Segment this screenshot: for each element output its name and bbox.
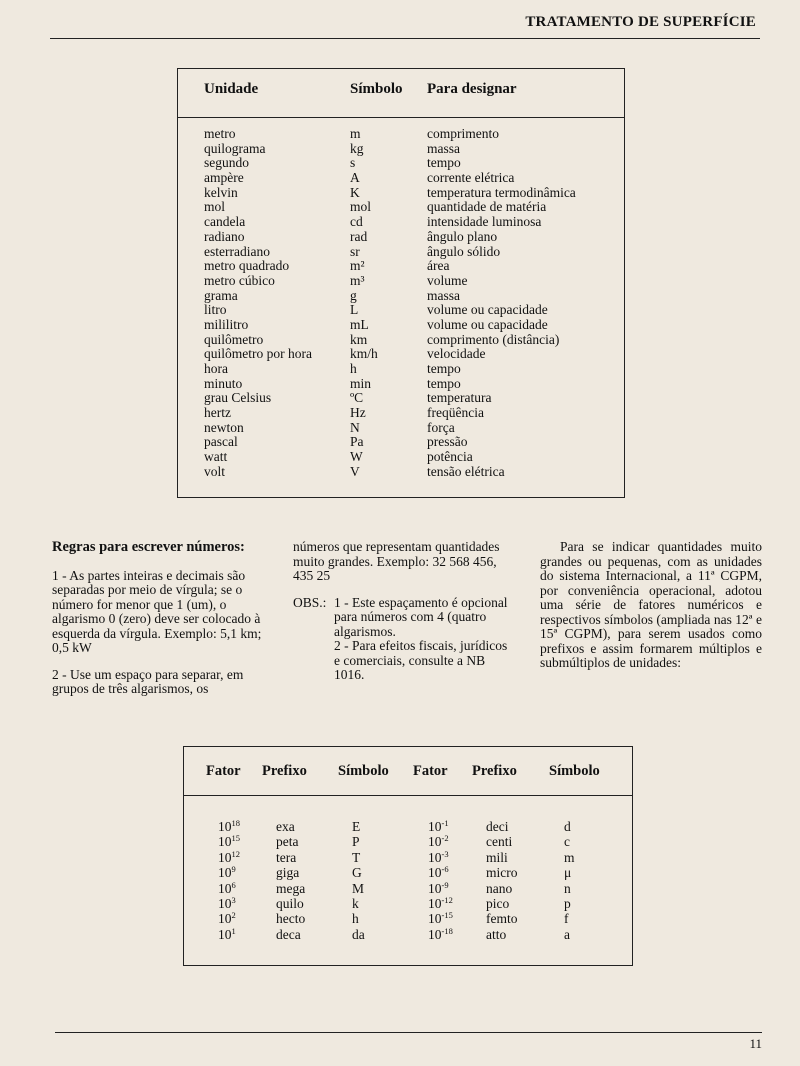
factor-cell-base: 10 <box>218 849 232 865</box>
unit-designation-cell: velocidade <box>427 346 486 362</box>
symbol-cell-2: m <box>564 849 575 865</box>
units-table-row <box>204 186 620 201</box>
unit-symbol-cell: km <box>350 331 368 347</box>
prefix-cell: peta <box>276 834 299 850</box>
unit-name-cell: ampère <box>204 170 244 186</box>
prefix-cell: giga <box>276 865 300 881</box>
prefix-table-row <box>184 834 632 849</box>
factor-cell-exponent: 1 <box>231 925 236 936</box>
factor-cell-2-exponent: -3 <box>441 848 449 859</box>
unit-name-cell: grama <box>204 287 238 303</box>
unit-symbol-cell: A <box>350 170 360 186</box>
unit-designation-cell: volume <box>427 272 468 288</box>
unit-designation-cell: freqüência <box>427 405 484 421</box>
unit-name-cell: pascal <box>204 434 238 450</box>
factor-cell-base: 10 <box>218 865 232 881</box>
factor-cell-2-base: 10 <box>428 895 442 911</box>
factor-cell-exponent: 9 <box>231 864 236 875</box>
unit-symbol-cell: mL <box>350 316 369 332</box>
unit-name-cell: candela <box>204 214 246 230</box>
unit-name-cell: metro quadrado <box>204 258 290 274</box>
factor-cell-base: 10 <box>218 911 232 927</box>
unit-name-cell: metro cúbico <box>204 272 275 288</box>
factor-cell-2-base: 10 <box>428 880 442 896</box>
prefix-table-row <box>184 927 632 942</box>
unit-designation-cell: intensidade luminosa <box>427 214 542 230</box>
symbol-cell-2: p <box>564 895 571 911</box>
units-table-row <box>204 406 620 421</box>
unit-symbol-cell: cd <box>350 214 363 230</box>
unit-symbol-cell: g <box>350 287 357 303</box>
symbol-cell-2: n <box>564 880 571 896</box>
intro-paragraph: Para se indicar quantidades muito grandes ou pequenas, com as unidades do sistema Internacional, a 11ª CGPM, por conveniência operacional, adotou uma série de fatores numéricos e respectivos símbolos (ampliada nas 12ª e 15ª CGPM), para serem usados como prefixos e assim formarem múltiplos e submúltiplos de unidades: <box>540 539 762 670</box>
factor-cell-exponent: 15 <box>231 833 240 844</box>
factor-cell <box>218 834 240 849</box>
prefix-cell-2: deci <box>486 819 509 834</box>
factor-cell-2 <box>428 927 453 942</box>
symbol-cell: k <box>352 895 359 911</box>
units-header-unit: Unidade <box>204 81 259 97</box>
units-table-row <box>204 245 620 260</box>
factor-cell <box>218 881 236 896</box>
unit-name-cell: minuto <box>204 375 243 391</box>
factor-cell-2-exponent: -15 <box>441 910 453 921</box>
unit-designation-cell: quantidade de matéria <box>427 199 547 215</box>
factor-cell-2 <box>428 881 449 896</box>
factor-cell <box>218 865 236 880</box>
factor-cell-2-exponent: -9 <box>441 879 449 890</box>
rule-2: 2 - Use um espaço para separar, em grupos de três algarismos, os <box>52 666 244 696</box>
unit-name-cell: volt <box>204 463 226 479</box>
factor-cell-exponent: 6 <box>231 879 236 890</box>
units-table-row <box>204 421 620 436</box>
prefix-cell: quilo <box>276 895 304 911</box>
factor-cell-2-exponent: -2 <box>441 833 449 844</box>
symbol-cell-2: μ <box>564 865 572 881</box>
prefix-cell: hecto <box>276 911 306 927</box>
unit-designation-cell: pressão <box>427 434 468 450</box>
symbol-cell: T <box>352 849 361 865</box>
unit-symbol-cell: s <box>350 155 356 171</box>
units-table-row <box>204 200 620 215</box>
prefix-cell: mega <box>276 880 306 896</box>
unit-designation-cell: volume ou capacidade <box>427 316 548 332</box>
unit-name-cell: quilômetro <box>204 331 264 347</box>
factor-cell-2 <box>428 850 449 865</box>
unit-designation-cell: volume ou capacidade <box>427 302 548 318</box>
unit-name-cell: segundo <box>204 155 249 171</box>
prefix-cell-2: pico <box>486 895 510 911</box>
symbol-cell-2: d <box>564 819 571 834</box>
units-header-designation: Para designar <box>427 81 517 97</box>
units-table-row <box>204 318 620 333</box>
prefix-table-row <box>184 896 632 911</box>
factor-cell-base: 10 <box>218 880 232 896</box>
unit-name-cell: litro <box>204 302 227 318</box>
factor-cell-base: 10 <box>218 819 232 834</box>
prefix-cell-2: mili <box>486 849 508 865</box>
rules-title: Regras para escrever números: <box>52 539 245 555</box>
unit-designation-cell: massa <box>427 287 460 303</box>
factor-cell-exponent: 18 <box>231 818 240 828</box>
prefix-table-row <box>184 865 632 880</box>
obs-item-1: 1 - Este espaçamento é opcional para números com 4 (quatro algarismos. <box>334 594 508 639</box>
rule-2-continued: números que representam quantidades muito grandes. Exemplo: 32 568 456, 435 25 <box>293 539 500 583</box>
factor-cell <box>218 850 240 865</box>
obs-item-2: 2 - Para efeitos fiscais, jurídicos e comerciais, consulte a NB 1016. <box>334 638 508 682</box>
unit-designation-cell: corrente elétrica <box>427 170 515 186</box>
units-table-row <box>204 230 620 245</box>
unit-designation-cell: força <box>427 419 455 435</box>
unit-symbol-cell: sr <box>350 243 360 259</box>
prefix-header-symbol-2: Símbolo <box>549 763 600 779</box>
units-table-row <box>204 450 620 465</box>
unit-symbol-cell: m <box>350 126 361 141</box>
rule-1: 1 - As partes inteiras e decimais são separadas por meio de vírgula; se o número for menor que 1 (um), o algarismo 0 (zero) deve ser colocado à esquerda da vírgula. Exemplo: 5,1 km; 0,5 kW <box>52 567 262 655</box>
unit-designation-cell: tempo <box>427 375 461 391</box>
unit-name-cell: quilograma <box>204 140 266 156</box>
units-table-row <box>204 156 620 171</box>
symbol-cell-2: c <box>564 834 570 850</box>
factor-cell-2-exponent: -12 <box>441 894 453 905</box>
factor-cell <box>218 911 236 926</box>
prefix-header-factor: Fator <box>206 763 241 779</box>
unit-name-cell: radiano <box>204 228 245 244</box>
units-table-row <box>204 289 620 304</box>
factor-cell-2 <box>428 896 453 911</box>
unit-designation-cell: tempo <box>427 361 461 376</box>
factor-cell-base: 10 <box>218 926 232 942</box>
unit-designation-cell: tempo <box>427 155 461 171</box>
unit-symbol-cell: kg <box>350 140 364 156</box>
symbol-cell: M <box>352 880 365 896</box>
factor-cell-2-base: 10 <box>428 849 442 865</box>
unit-designation-cell: comprimento (distância) <box>427 331 560 347</box>
units-table-row <box>204 127 620 142</box>
prefix-cell: exa <box>276 819 295 834</box>
factor-cell-2 <box>428 819 449 834</box>
unit-name-cell: kelvin <box>204 184 238 200</box>
unit-symbol-cell: min <box>350 375 372 391</box>
factor-cell-2 <box>428 911 453 926</box>
header-rule <box>50 38 760 39</box>
prefix-cell-2: nano <box>486 880 513 896</box>
units-table-row <box>204 215 620 230</box>
units-table-row <box>204 274 620 289</box>
unit-name-cell: hertz <box>204 405 231 421</box>
unit-symbol-cell: W <box>350 449 363 465</box>
factor-cell-exponent: 12 <box>231 848 240 859</box>
prefix-header-prefix: Prefixo <box>262 763 307 779</box>
factor-cell-exponent: 3 <box>231 894 236 905</box>
factor-cell-2 <box>428 834 449 849</box>
prefix-table-header <box>184 747 632 796</box>
symbol-cell: P <box>352 834 360 850</box>
unit-name-cell: mililitro <box>204 316 249 332</box>
prefix-cell: tera <box>276 849 297 865</box>
unit-symbol-cell: mol <box>350 199 372 215</box>
prefix-header-prefix-2: Prefixo <box>472 763 517 779</box>
unit-symbol-cell: ºC <box>350 390 364 406</box>
units-table-row <box>204 303 620 318</box>
unit-name-cell: quilômetro por hora <box>204 346 312 362</box>
unit-name-cell: esterradiano <box>204 243 270 259</box>
obs-label: OBS.: <box>293 594 327 610</box>
prefix-cell-2: femto <box>486 911 518 927</box>
symbol-cell-2: a <box>564 926 570 942</box>
unit-symbol-cell: m² <box>350 258 365 274</box>
units-table-row <box>204 333 620 348</box>
factor-cell <box>218 927 236 942</box>
page-number: 11 <box>749 1036 762 1051</box>
factor-cell-2-base: 10 <box>428 819 442 834</box>
factor-cell-2-exponent: -18 <box>441 925 453 936</box>
symbol-cell: h <box>352 911 359 927</box>
unit-name-cell: newton <box>204 419 244 435</box>
rules-column-1 <box>52 540 274 709</box>
symbol-cell: da <box>352 926 365 942</box>
factor-cell-2-base: 10 <box>428 911 442 927</box>
unit-designation-cell: tensão elétrica <box>427 463 505 479</box>
unit-designation-cell: comprimento <box>427 126 499 141</box>
prefix-table-row <box>184 911 632 926</box>
factor-cell <box>218 819 240 834</box>
units-table-body <box>204 127 620 480</box>
unit-symbol-cell: K <box>350 184 360 200</box>
obs-block <box>293 596 513 683</box>
unit-name-cell: grau Celsius <box>204 390 272 406</box>
prefix-header-symbol: Símbolo <box>338 763 389 779</box>
unit-symbol-cell: V <box>350 463 360 479</box>
unit-designation-cell: área <box>427 258 450 274</box>
intro-column <box>540 540 762 683</box>
prefix-cell: deca <box>276 926 301 942</box>
unit-symbol-cell: km/h <box>350 346 378 362</box>
unit-designation-cell: massa <box>427 140 460 156</box>
units-table-header <box>178 69 624 118</box>
prefix-cell-2: atto <box>486 926 507 942</box>
units-table-row <box>204 391 620 406</box>
factor-cell-base: 10 <box>218 834 232 850</box>
unit-name-cell: watt <box>204 449 228 465</box>
factor-cell-2-base: 10 <box>428 926 442 942</box>
footer-rule <box>55 1032 762 1033</box>
factor-cell-base: 10 <box>218 895 232 911</box>
unit-symbol-cell: Pa <box>350 434 364 450</box>
prefix-table <box>183 746 633 966</box>
unit-symbol-cell: N <box>350 419 360 435</box>
prefix-table-row <box>184 819 632 834</box>
symbol-cell: G <box>352 865 362 881</box>
unit-symbol-cell: rad <box>350 228 368 244</box>
unit-name-cell: hora <box>204 361 228 376</box>
prefix-cell-2: micro <box>486 865 518 881</box>
unit-designation-cell: temperatura <box>427 390 492 406</box>
unit-name-cell: metro <box>204 126 236 141</box>
symbol-cell-2: f <box>564 911 569 927</box>
symbol-cell: E <box>352 819 361 834</box>
units-table-row <box>204 435 620 450</box>
units-table-row <box>204 142 620 157</box>
unit-symbol-cell: L <box>350 302 359 318</box>
factor-cell-2-exponent: -6 <box>441 864 449 875</box>
prefix-table-row <box>184 850 632 865</box>
prefix-header-factor-2: Fator <box>413 763 448 779</box>
factor-cell-2-base: 10 <box>428 834 442 850</box>
factor-cell-exponent: 2 <box>231 910 236 921</box>
unit-symbol-cell: m³ <box>350 272 365 288</box>
factor-cell-2-base: 10 <box>428 865 442 881</box>
rules-column-2 <box>293 540 513 683</box>
prefix-table-body <box>184 819 632 942</box>
page-header-title: TRATAMENTO DE SUPERFÍCIE <box>525 14 756 30</box>
units-table-row <box>204 259 620 274</box>
factor-cell-2-exponent: -1 <box>441 818 449 828</box>
prefix-table-row <box>184 881 632 896</box>
factor-cell-2 <box>428 865 449 880</box>
units-table-row <box>204 171 620 186</box>
units-table-row <box>204 465 620 480</box>
unit-designation-cell: ângulo sólido <box>427 243 501 259</box>
units-table-row <box>204 377 620 392</box>
units-table <box>177 68 625 498</box>
unit-designation-cell: ângulo plano <box>427 228 498 244</box>
prefix-cell-2: centi <box>486 834 513 850</box>
units-table-row <box>204 347 620 362</box>
unit-designation-cell: temperatura termodinâmica <box>427 184 576 200</box>
units-header-symbol: Símbolo <box>350 81 403 97</box>
factor-cell <box>218 896 236 911</box>
unit-symbol-cell: h <box>350 361 357 376</box>
unit-symbol-cell: Hz <box>350 405 366 421</box>
units-table-row <box>204 362 620 377</box>
unit-name-cell: mol <box>204 199 226 215</box>
unit-designation-cell: potência <box>427 449 473 465</box>
